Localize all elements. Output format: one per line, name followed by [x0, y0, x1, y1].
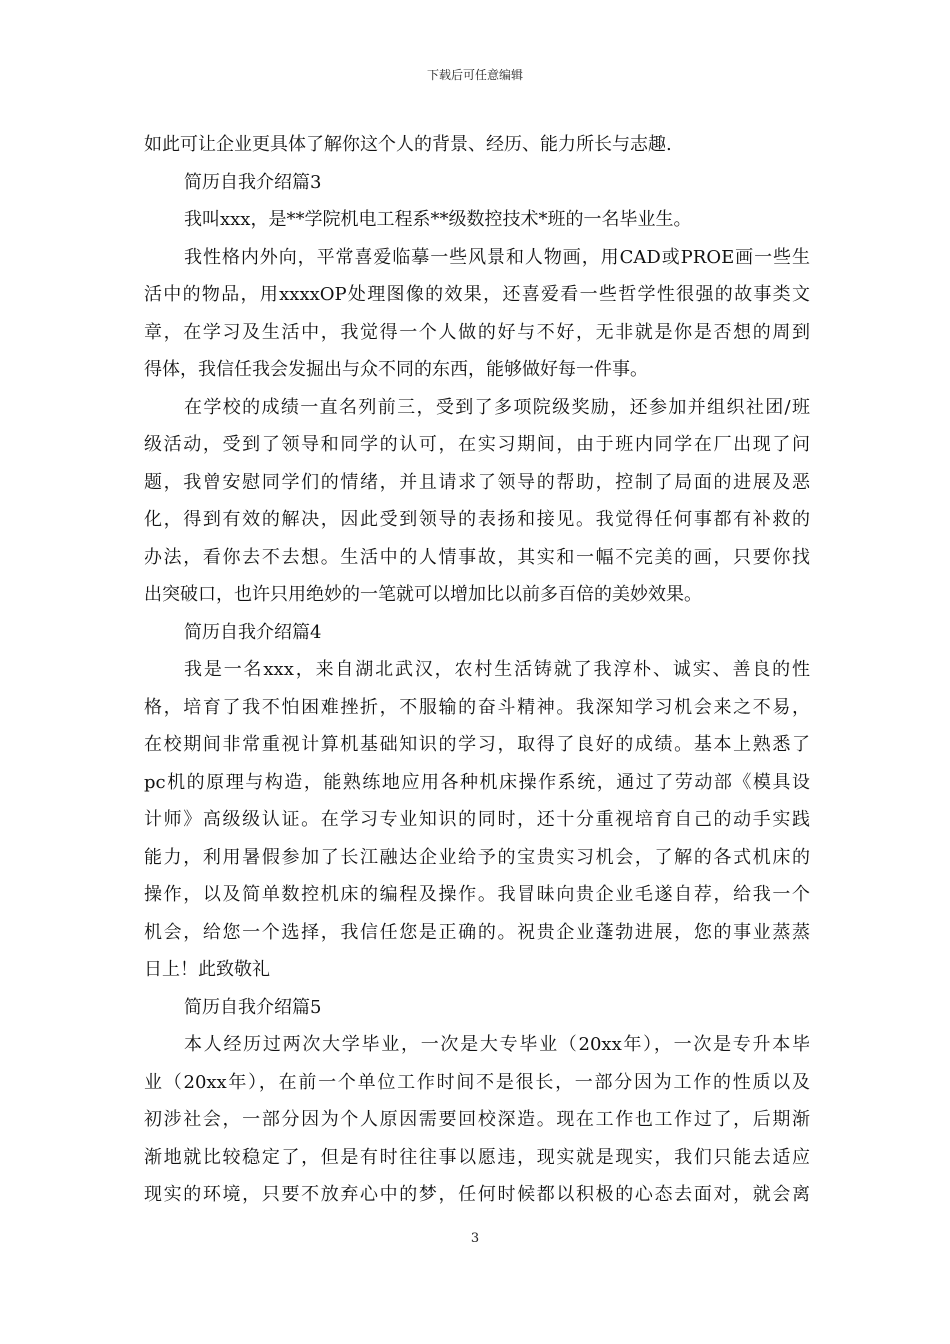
text-line: 能力，利用暑假参加了长江融达企业给予的宝贵实习机会，了解的各式机床的 [144, 846, 810, 868]
text-line: 格，培育了我不怕困难挫折，不服输的奋斗精神。我深知学习机会来之不易， [144, 696, 810, 718]
text-line: 简历自我介绍篇5 [184, 996, 322, 1018]
text-line: 我性格内外向，平常喜爱临摹一些风景和人物画，用CAD或PROE画一些生 [184, 246, 810, 268]
text-line: 本人经历过两次大学毕业，一次是大专毕业（20xx年），一次是专升本毕 [184, 1034, 810, 1055]
text-line: 操作，以及简单数控机床的编程及操作。我冒昧向贵企业毛遂自荐，给我一个 [144, 884, 810, 905]
text-line: 日上！此致敬礼 [144, 959, 270, 980]
text-line: 活中的物品，用xxxxOP处理图像的效果，还喜爱看一些哲学性很强的故事类文 [144, 284, 810, 305]
text-line: 简历自我介绍篇3 [184, 171, 322, 193]
text-line: 现实的环境，只要不放弃心中的梦，任何时候都以积极的心态去面对，就会离 [144, 1184, 810, 1205]
text-line: 计师》高级级认证。在学习专业知识的同时，还十分重视培育自己的动手实践 [144, 809, 810, 830]
text-line: 机会，给您一个选择，我信任您是正确的。祝贵企业蓬勃进展，您的事业蒸蒸 [144, 921, 810, 943]
text-line: 化，得到有效的解决，因此受到领导的表扬和接见。我觉得任何事都有补救的 [144, 509, 810, 530]
text-line: 办法，看你去不去想。生活中的人情事故，其实和一幅不完美的画，只要你找 [144, 546, 810, 568]
page-number: 3 [470, 1231, 480, 1246]
document-body [144, 126, 810, 1214]
text-line: 在校期间非常重视计算机基础知识的学习，取得了良好的成绩。基本上熟悉了 [144, 734, 810, 755]
text-line: 章，在学习及生活中，我觉得一个人做的好与不好，无非就是你是否想的周到 [144, 321, 810, 343]
text-line: 渐地就比较稳定了，但是有时往往事以愿违，现实就是现实，我们只能去适应 [144, 1146, 810, 1168]
text-line: 初涉社会，一部分因为个人原因需要回校深造。现在工作也工作过了，后期渐 [144, 1109, 810, 1130]
text-line: 我叫xxx，是**学院机电工程系**级数控技术*班的一名毕业生。 [184, 209, 692, 230]
text-line: 得体，我信任我会发掘出与众不同的东西，能够做好每一件事。 [144, 359, 648, 380]
text-line: 我是一名xxx，来自湖北武汉，农村生活铸就了我淳朴、诚实、善良的性 [184, 659, 810, 680]
text-line: 如此可让企业更具体了解你这个人的背景、经历、能力所长与志趣. [144, 134, 672, 155]
text-line: 级活动，受到了领导和同学的认可，在实习期间，由于班内同学在厂出现了问 [144, 434, 810, 455]
text-line: 出突破口，也许只用绝妙的一笔就可以增加比以前多百倍的美妙效果。 [144, 584, 702, 605]
text-line: 在学校的成绩一直名列前三，受到了多项院级奖励，还参加并组织社团/班 [184, 396, 810, 418]
text-line: pc机的原理与构造，能熟练地应用各种机床操作系统，通过了劳动部《模具设 [144, 771, 810, 793]
page-header: 下载后可任意编辑 [426, 68, 523, 82]
text-line: 简历自我介绍篇4 [184, 621, 322, 643]
text-line: 题，我曾安慰同学们的情绪，并且请求了领导的帮助，控制了局面的进展及恶 [144, 471, 810, 493]
text-line: 业（20xx年），在前一个单位工作时间不是很长，一部分因为工作的性质以及 [144, 1071, 810, 1093]
